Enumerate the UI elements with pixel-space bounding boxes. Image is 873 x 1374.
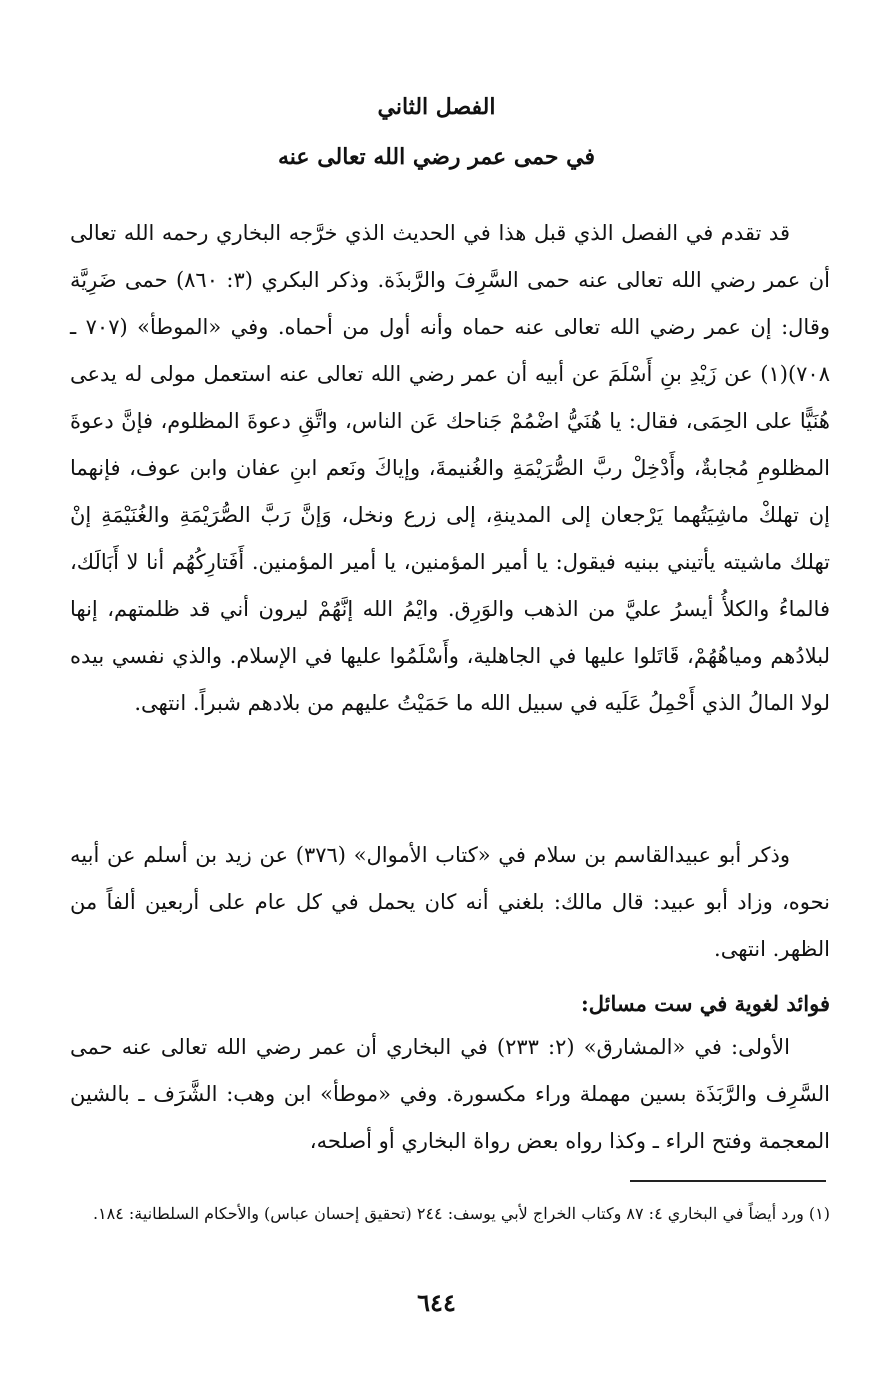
footnote: (١) ورد أيضاً في البخاري ٤: ٨٧ وكتاب الخراج لأبي يوسف: ٢٤٤ (تحقيق إحسان عباس) والأحكام السلطانية: ١٨٤. xyxy=(92,1204,830,1223)
page-number: ٦٤٤ xyxy=(417,1288,456,1317)
chapter-subtitle: في حمى عمر رضي الله تعالى عنه xyxy=(277,144,596,170)
body-paragraph-2: وذكر أبو عبيدالقاسم بن سلام في «كتاب الأموال» (٣٧٦) عن زيد بن أسلم عن أبيه نحوه، وزاد أبو عبيد: قال مالك: بلغني أنه كان يحمل في كل عام على أربعين ألفاً من الظهر. انتهى. xyxy=(70,843,830,961)
body-paragraph-1: قد تقدم في الفصل الذي قبل هذا في الحديث الذي خرَّجه البخاري رحمه الله تعالى أن عمر رضي الله تعالى عنه حمى السَّرِفَ والرَّبذَة. وذكر البكري (٣: ٨٦٠) حمى ضَرِيَّة وقال: إن عمر رضي الله تعالى عنه حماه وأنه أول من أحماه. وفي «الموطأ» (٧٠٧ ـ ٧٠٨)(١) عن زَيْدِ بنِ أَسْلَمَ عن أبيه أن عمر رضي الله تعالى عنه استعمل مولى له يدعى هُنَيًّا على الحِمَى، فقال: يا هُنَيُّ اضْمُمْ جَناحك عَن الناس، واتَّقِ دعوةَ المظلوم، فإنَّ دعوةَ المظلومِ مُجابةٌ، وأَدْخِلْ ربَّ الصُّرَيْمَةِ والغُنيمةَ، وإياكَ ونَعم ابنِ عفان وابن عوف، فإنهما إن تهلكْ ماشِيَتُهما يَرْجعان إلى المدينةِ، إلى زرع ونخل، وَإنَّ رَبَّ الصُّرَيْمَةِ والغُنَيْمَةِ إنْ تهلك ماشيته يأتيني ببنيه فيقول: يا أمير المؤمنين، يا أمير المؤمنين. أَفَتارِكُهُم أنا لا أَبَالَك، فالماءُ والكلأُ أيسرُ عليَّ من الذهب والوَرِق. وايْمُ الله إنَّهُمْ ليرون أني قد ظلمتهم، إنها لبلادُهم ومياهُهُمْ، قَاتَلوا عليها في الجاهلية، وأَسْلَمُوا عليها في الإسلام. والذي نفسي بيده لولا المالُ الذي أَحْمِلُ عَلَيه في سبيل الله ما حَمَيْتُ عليهم من بلادهم شبراً. انتهى. xyxy=(70,221,831,715)
section-heading: فوائد لغوية في ست مسائل: xyxy=(581,991,830,1016)
body-paragraph-3: الأولى: في «المشارق» (٢: ٢٣٣) في البخاري أن عمر رضي الله تعالى عنه حمى السَّرِف والرَّبَذَة بسين مهملة وراء مكسورة. وفي «موطأ» ابن وهب: الشَّرَف ـ بالشين المعجمة وفتح الراء ـ وكذا رواه بعض رواة البخاري أو أصلحه، xyxy=(70,1035,830,1153)
footnote-divider xyxy=(630,1180,826,1182)
chapter-title: الفصل الثاني xyxy=(377,94,496,120)
